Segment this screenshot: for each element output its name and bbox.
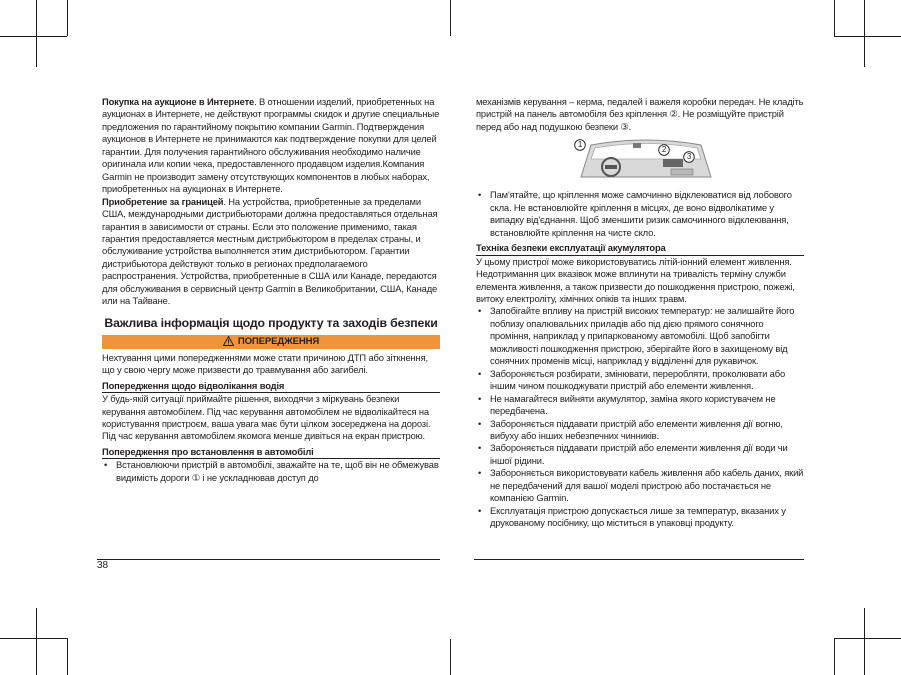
crop-mark	[36, 0, 37, 67]
crop-mark	[36, 608, 37, 675]
warning-triangle-icon	[223, 336, 234, 346]
installation-list	[102, 459, 440, 484]
list-item: • Не намагайтеся вийняти акумулятор, заміна якого користувачем не передбачена.	[476, 393, 804, 418]
list-item: • Експлуатація пристрою допускається лише за температур, вказаних у друкованому посібнику, що міститься в упаковці продукту.	[476, 505, 804, 530]
crop-mark	[834, 638, 901, 639]
crop-mark	[834, 638, 835, 675]
list-item: • Забороняється піддавати пристрій або елементи живлення дії води чи іншої рідини.	[476, 442, 804, 467]
battery-intro: У цьому пристрої може використовуватись літій-іонний елемент живлення.	[476, 255, 792, 267]
bottom-rule	[97, 559, 440, 560]
installation-continuation: механізмів керування – керма, педалей і важеля коробки передач. Не кладіть пристрій на панель автомобіля без кріплення ②. Не розміщуйте пристрій перед або над подушкою безпеки ③.	[476, 96, 804, 132]
crop-mark	[864, 0, 865, 67]
battery-warning: Недотримання цих вказівок може вплинути на тривалість терміну служби елемента живлення, а також призвести до пошкодження пристрою, пожежі, витоку електроліту, хімічних опіків та інших травм.	[476, 268, 795, 304]
page-number: 38	[97, 560, 109, 571]
list-item: • Забороняється використовувати кабель живлення або кабель даних, який не передбачений для вашої моделі пристрою або постачається не компанією Garmin.	[476, 467, 804, 504]
paragraph-online-auction	[102, 96, 440, 196]
crop-mark	[450, 639, 451, 675]
battery-list	[476, 305, 804, 529]
list-item: • Пам'ятайте, що кріплення може самочинно відклеюватися від лобового скла. Не встановлюйте кріплення в місцях, де воно відволікатиме у випадку від'єднання. Щоб зменшити ризик самочинного відклеювання, встановлюйте кріплення на чисте скло.	[476, 189, 804, 239]
warning-text: Нехтування цими попередженнями може стати причиною ДТП або зіткнення, що у свою чергу може призвести до травмування або загибелі.	[102, 351, 428, 376]
bottom-rule	[474, 559, 804, 560]
list-item: • Забороняється розбирати, змінювати, переробляти, проколювати або іншим чином пошкоджувати пристрій або елементи живлення.	[476, 368, 804, 393]
windshield-mount-illustration	[476, 137, 804, 183]
list-item: • Забороняється піддавати пристрій або елементи живлення дії вогню, вибуху або інших небезпечних чинників.	[476, 418, 804, 443]
crop-mark	[67, 638, 68, 675]
warning-label: ПОПЕРЕДЖЕННЯ	[237, 335, 320, 347]
paragraph-text: . В отношении изделий, приобретенных на аукционах в Интернете, не действуют программы скидок и другие специальные предложения по гарантийному покрытию компании Garmin. Подтверждения аукционов в Интернете не принимаются как подтверждение покупки для целей гарантии. Для получения гарантийного обслуживания необходимо наличие оригинала или копии чека, предоставленного продавцом изделия.Компания Garmin не производит замену отсутствующих компонентов в любых наборах, приобретенных на аукционах в Интернете.	[102, 96, 440, 195]
crop-mark	[834, 36, 901, 37]
crop-mark	[864, 608, 865, 675]
section-heading-installation: Попередження про встановлення в автомобілі	[102, 446, 440, 459]
right-column	[476, 96, 804, 530]
crop-mark	[0, 36, 67, 37]
paragraph-text: . На устройства, приобретенные за пределами США, международными дистрибьюторами должна предоставляться отдельная гарантия в зависимости от страны. Если это положение применимо, такая гарантия предоставляется местным дистрибьютором в пределах страны, и обслуживание устройства выполняется этим дистрибьютором. Гарантии дистрибьютора действуют только в регионах предполагаемого распространения. Устройства, приобретенные в США или Канаде, передаются для обслуживания в сервисный центр Garmin в Великобритании, США, Канаде или на Тайване.	[102, 195, 438, 307]
left-column	[102, 96, 440, 484]
section-title: Важлива інформація щодо продукту та заходів безпеки	[104, 315, 438, 330]
list-item: • Встановлюючи пристрій в автомобілі, зважайте на те, щоб він не обмежував видимість дороги ① і не ускладнював доступ до	[102, 459, 440, 484]
callout-1-label: 1	[577, 140, 583, 150]
mount-list	[476, 189, 804, 239]
callout-2-label: 2	[661, 145, 667, 155]
crop-mark	[67, 0, 68, 36]
crop-mark	[834, 0, 835, 36]
list-item: • Запобігайте впливу на пристрій високих температур: не залишайте його поблизу опалювальних приладів або під дією прямого сонячного проміння, наприклад у припаркованому автомобілі. Щоб запобігти можливості пошкодження пристрою, зберігайте його в захищеному від сонячних променів місці, наприклад у відділенні для рукавичок.	[476, 305, 804, 367]
warning-banner	[102, 335, 440, 349]
crop-mark	[450, 0, 451, 36]
crop-mark	[0, 638, 67, 639]
distraction-text: У будь-якій ситуації приймайте рішення, виходячи з міркувань безпеки керування автомобілем. Під час керування автомобілем не відволікайтеся на користування пристроєм, ваша увага має бути цілком зосереджена на дорозі. Під час керування автомобілем якомога менше дивіться на екран пристрою.	[102, 393, 431, 442]
paragraph-heading: Приобретение за границей	[102, 195, 224, 207]
callout-3-label: 3	[686, 152, 692, 162]
section-heading-battery: Техніка безпеки експлуатації акумулятора	[476, 242, 804, 255]
paragraph-international	[102, 196, 440, 308]
paragraph-heading: Покупка на аукционе в Интернете	[102, 96, 255, 107]
dashboard-diagram	[571, 137, 721, 183]
section-heading-distraction: Попередження щодо відволікання водія	[102, 380, 440, 393]
